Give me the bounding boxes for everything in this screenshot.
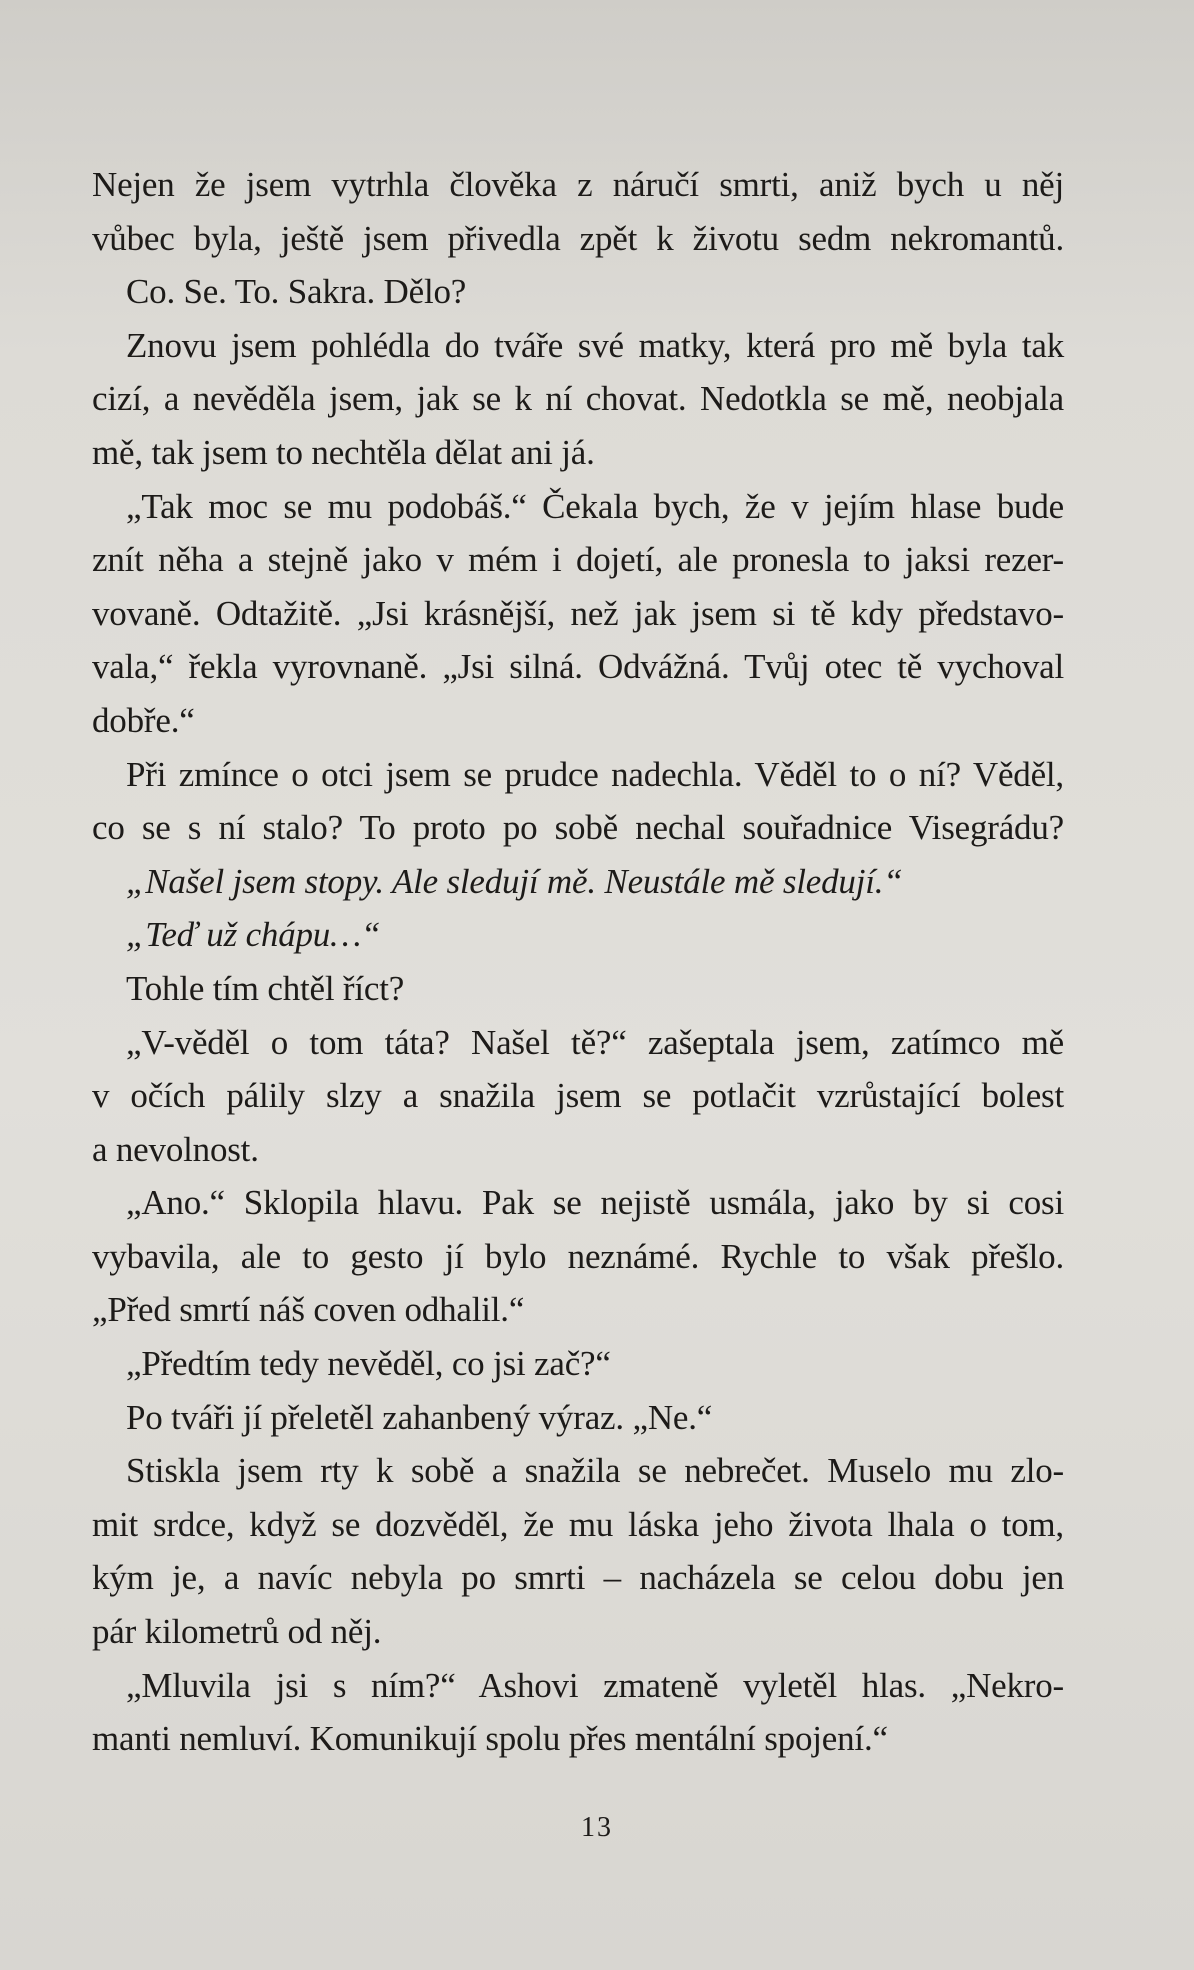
body-text	[92, 158, 1064, 1766]
text-line: „Našel jsem stopy. Ale sledují mě. Neustále mě sledují.“	[126, 861, 903, 901]
text-line: v očích pálily slzy a snažila jsem se potlačit vzrůstající bolest	[92, 1076, 1064, 1116]
text-line: vybavila, ale to gesto jí bylo neznámé. Rychle to však přešlo.	[92, 1236, 1064, 1276]
text-line: co se s ní stalo? To proto po sobě nechal souřadnice Visegrádu?	[92, 808, 1064, 848]
text-line: Při zmínce o otci jsem se prudce nadechla. Věděl to o ní? Věděl,	[126, 754, 1064, 794]
text-line: „V-věděl o tom táta? Našel tě?“ zašeptala jsem, zatímco mě	[126, 1022, 1064, 1062]
text-line: „Mluvila jsi s ním?“ Ashovi zmateně vyletěl hlas. „Nekro-	[126, 1665, 1064, 1705]
text-line: dobře.“	[92, 700, 195, 740]
text-line: Znovu jsem pohlédla do tváře své matky, která pro mě byla tak	[126, 325, 1064, 365]
text-line: pár kilometrů od něj.	[92, 1612, 382, 1652]
text-line: cizí, a nevěděla jsem, jak se k ní chovat. Nedotkla se mě, neobjala	[92, 379, 1064, 419]
page-number: 13	[581, 1812, 613, 1843]
text-line: „Ano.“ Sklopila hlavu. Pak se nejistě usmála, jako by si cosi	[126, 1183, 1064, 1223]
text-line: „Před smrtí náš coven odhalil.“	[92, 1290, 525, 1330]
text-line: mit srdce, když se dozvěděl, že mu láska jeho života lhala o tom,	[92, 1504, 1064, 1544]
text-line: „Teď už chápu…“	[126, 915, 381, 955]
text-line: Nejen že jsem vytrhla člověka z náručí smrti, aniž bych u něj	[92, 165, 1064, 204]
text-line: mě, tak jsem to nechtěla dělat ani já.	[92, 432, 595, 472]
text-line: manti nemluví. Komunikují spolu přes mentální spojení.“	[92, 1719, 888, 1759]
text-line: Tohle tím chtěl říct?	[126, 968, 405, 1008]
text-line: vovaně. Odtažitě. „Jsi krásnější, než jak jsem si tě kdy představo-	[92, 593, 1064, 633]
text-line: znít něha a stejně jako v mém i dojetí, ale pronesla to jaksi rezer-	[92, 540, 1064, 580]
text-line: „Tak moc se mu podobáš.“ Čekala bych, že v jejím hlase bude	[126, 486, 1064, 526]
text-line: a nevolnost.	[92, 1129, 259, 1169]
text-line: Po tváři jí přeletěl zahanbený výraz. „Ne.“	[126, 1397, 713, 1437]
text-line: kým je, a navíc nebyla po smrti – nacházela se celou dobu jen	[92, 1558, 1064, 1598]
text-line: „Předtím tedy nevěděl, co jsi zač?“	[126, 1344, 611, 1384]
text-line: vala,“ řekla vyrovnaně. „Jsi silná. Odvážná. Tvůj otec tě vychoval	[92, 647, 1064, 687]
text-line: vůbec byla, ještě jsem přivedla zpět k životu sedm nekromantů.	[92, 218, 1064, 258]
text-line: Co. Se. To. Sakra. Dělo?	[126, 272, 467, 312]
text-line: Stiskla jsem rty k sobě a snažila se nebrečet. Muselo mu zlo-	[126, 1451, 1064, 1491]
